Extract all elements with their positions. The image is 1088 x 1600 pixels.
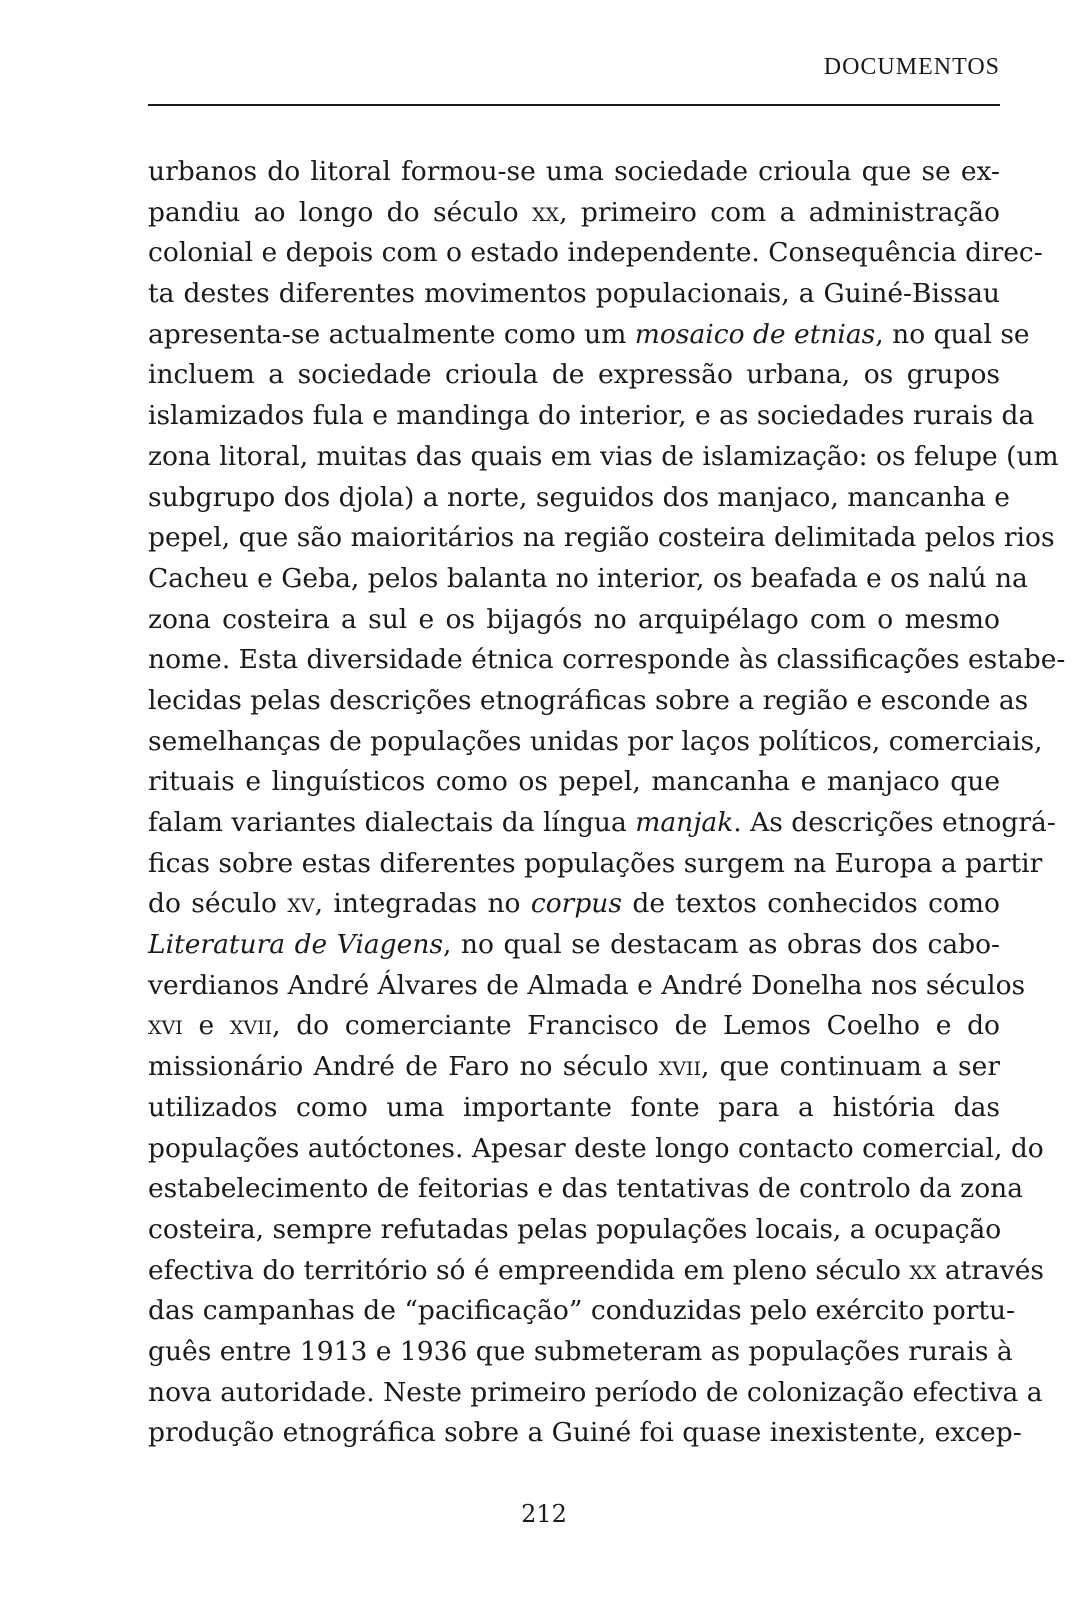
- page-number: 212: [521, 1500, 567, 1528]
- text-line: islamizados fula e mandinga do interior, e as sociedades rurais da: [148, 400, 1035, 432]
- text-line: costeira, sempre refutadas pelas populações locais, a ocupação: [148, 1213, 1002, 1245]
- text-line: nova autoridade. Neste primeiro período de colonização efectiva a: [148, 1376, 1043, 1408]
- text-line: verdianos André Álvares de Almada e André Donelha nos séculos: [148, 969, 1026, 1001]
- text-line: Literatura de Viagens, no qual se destacam as obras dos cabo-: [148, 929, 1001, 961]
- text-line: urbanos do litoral formou-se uma sociedade crioula que se ex-: [148, 156, 1000, 187]
- text-line: zona litoral, muitas das quais em vias de islamização: os felupe (um: [148, 440, 1059, 472]
- text-line: colonial e depois com o estado independente. Consequência direc-: [148, 237, 1043, 269]
- text-line: apresenta-se actualmente como um mosaico de etnias, no qual se: [148, 318, 1030, 350]
- text-line: efectiva do território só é empreendida em pleno século xx através: [148, 1254, 1045, 1286]
- header-rule: [148, 104, 1000, 106]
- text-line: falam variantes dialectais da língua manjak. As descrições etnográ-: [148, 807, 1056, 838]
- text-line: incluem a sociedade crioula de expressão urbana, os grupos: [148, 359, 1000, 391]
- text-line: pandiu ao longo do século xx, primeiro com a administração: [148, 196, 1000, 228]
- text-line: missionário André de Faro no século xvii, que continuam a ser: [148, 1051, 1000, 1083]
- body-paragraph: [148, 152, 1066, 1449]
- text-line: lecidas pelas descrições etnográficas sobre a região e esconde as: [148, 684, 1029, 716]
- running-header: DOCUMENTOS: [823, 54, 1000, 80]
- text-line: utilizados como uma importante fonte para a história das: [148, 1091, 1000, 1123]
- text-line: das campanhas de “pacificação” conduzidas pelo exército portu-: [148, 1295, 1016, 1327]
- text-line: pepel, que são maioritários na região costeira delimitada pelos rios: [148, 522, 1055, 554]
- text-line: produção etnográfica sobre a Guiné foi quase inexistente, excep-: [148, 1417, 1022, 1449]
- text-line: ficas sobre estas diferentes populações surgem na Europa a partir: [148, 847, 1043, 879]
- text-line: do século xv, integradas no corpus de textos conhecidos como: [148, 888, 1000, 920]
- text-line: estabelecimento de feitorias e das tentativas de controlo da zona: [148, 1173, 1024, 1205]
- text-line: rituais e linguísticos como os pepel, mancanha e manjaco que: [148, 766, 1000, 798]
- text-line: nome. Esta diversidade étnica corresponde às classificações estabe-: [148, 644, 1066, 676]
- text-line: semelhanças de populações unidas por laços políticos, comerciais,: [148, 725, 1043, 757]
- text-line: populações autóctones. Apesar deste longo contacto comercial, do: [148, 1132, 1044, 1164]
- text-line: xvi e xvii, do comerciante Francisco de Lemos Coelho e do: [148, 1010, 1000, 1042]
- text-line: subgrupo dos djola) a norte, seguidos dos manjaco, mancanha e: [148, 481, 1010, 513]
- text-line: Cacheu e Geba, pelos balanta no interior, os beafada e os nalú na: [148, 562, 1028, 594]
- text-line: guês entre 1913 e 1936 que submeteram as populações rurais à: [148, 1335, 1013, 1367]
- text-line: ta destes diferentes movimentos populacionais, a Guiné-Bissau: [148, 278, 1000, 310]
- text-line: zona costeira a sul e os bijagós no arquipélago com o mesmo: [148, 603, 1000, 635]
